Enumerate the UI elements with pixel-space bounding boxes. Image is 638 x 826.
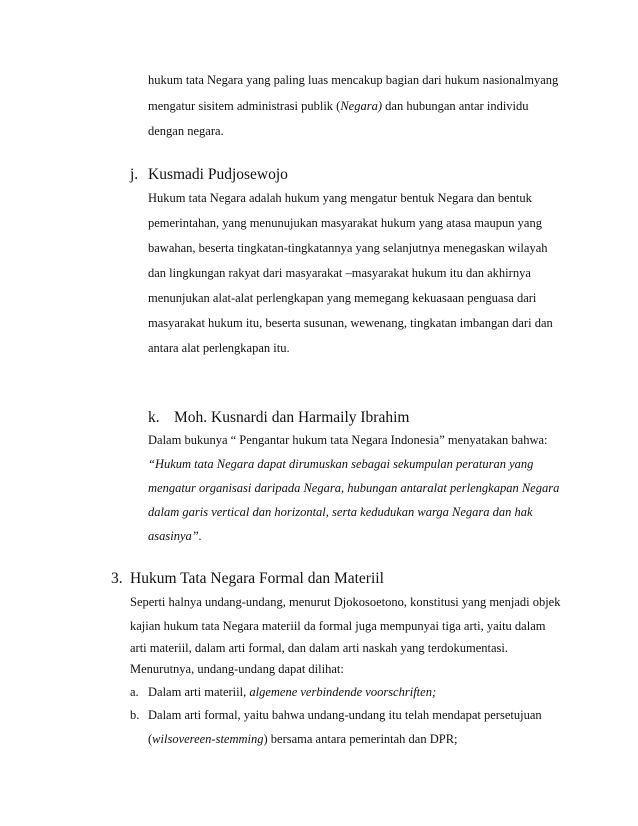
section-3-line: Menurutnya, undang-undang dapat dilihat:: [130, 662, 344, 676]
section-j-line: dan lingkungan rakyat dari masyarakat –masyarakat hukum itu dan akhirnya: [148, 266, 531, 280]
section-j-marker: j.: [130, 166, 139, 183]
section-k-line: [148, 456, 533, 472]
italic-text: mengatur organisasi daripada Negara, hubungan antaralat perlengkapan Negara: [148, 481, 560, 495]
section-3-marker: 3.: [111, 570, 123, 587]
intro-line: dengan negara.: [148, 124, 224, 138]
section-k-line: [148, 528, 202, 544]
section-j-line: bawahan, beserta tingkatan-tingkatannya yang selanjutnya menegaskan wilayah: [148, 241, 548, 255]
list-item-b-line: (wilsovereen-stemming) bersama antara pemerintah dan DPR;: [148, 732, 458, 746]
italic-text: wilsovereen-stemming: [152, 732, 264, 746]
section-j-title: Kusmadi Pudjosewojo: [148, 166, 288, 183]
section-k-line: [148, 504, 533, 520]
section-3-line: Seperti halnya undang-undang, menurut Djokosoetono, konstitusi yang menjadi objek: [130, 595, 561, 609]
section-j-line: antara alat perlengkapan itu.: [148, 341, 290, 355]
list-item-b-marker: b.: [130, 708, 140, 722]
intro-line: mengatur sisitem administrasi publik (Negara) dan hubungan antar individu: [148, 99, 529, 113]
list-item-a-marker: a.: [130, 685, 139, 699]
section-k-marker: k.: [148, 409, 160, 426]
section-j-line: menunjukan alat-alat perlengkapan yang memegang kekuasaan penguasa dari: [148, 291, 537, 305]
section-j-line: masyarakat hukum itu, beserta susunan, wewenang, tingkatan imbangan dari dan: [148, 316, 553, 330]
section-3-line: kajian hukum tata Negara materiil da formal juga mempunyai tiga arti, yaitu dalam: [130, 619, 546, 633]
list-item-b-line: Dalam arti formal, yaitu bahwa undang-undang itu telah mendapat persetujuan: [148, 708, 542, 722]
section-3-title: Hukum Tata Negara Formal dan Materiil: [130, 570, 384, 587]
italic-text: Negara): [340, 99, 383, 113]
section-k-line: Dalam bukunya “ Pengantar hukum tata Negara Indonesia” menyatakan bahwa:: [148, 433, 548, 447]
italic-text: algemene verbindende voorschriften;: [249, 685, 437, 699]
italic-text: dalam garis vertical dan horizontal, serta kedudukan warga Negara dan hak: [148, 505, 533, 519]
italic-text: “Hukum tata Negara dapat dirumuskan sebagai sekumpulan peraturan yang: [148, 457, 534, 471]
section-k-line: [148, 480, 559, 496]
intro-line: hukum tata Negara yang paling luas mencakup bagian dari hukum nasionalmyang: [148, 73, 559, 87]
section-j-line: Hukum tata Negara adalah hukum yang mengatur bentuk Negara dan bentuk: [148, 191, 532, 205]
italic-text: asasinya”.: [148, 529, 202, 543]
list-item-a-line: Dalam arti materiil, algemene verbindende voorschriften;: [148, 685, 437, 699]
section-j-line: pemerintahan, yang menunujukan masyarakat hukum yang atasa maupun yang: [148, 216, 542, 230]
section-k-title: Moh. Kusnardi dan Harmaily Ibrahim: [174, 409, 410, 426]
section-3-line: arti materiil, dalam arti formal, dan dalam arti naskah yang terdokumentasi.: [130, 641, 508, 655]
